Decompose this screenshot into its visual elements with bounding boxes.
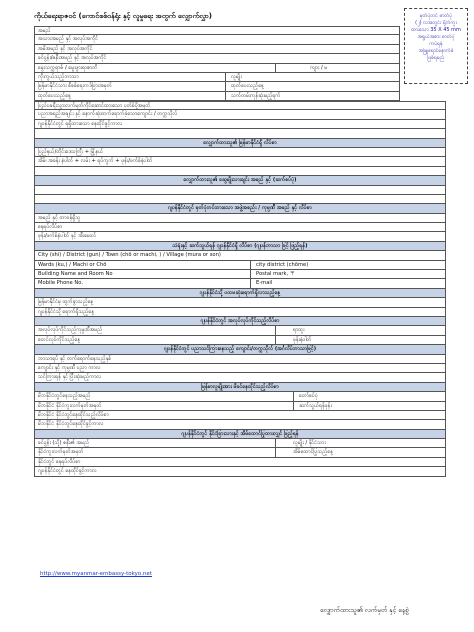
field-label: စတင်လုပ်ကိုင်သည့်နေ့ [38, 336, 81, 343]
field-label: မြန်မာနိုင်ငံမှ ထွက်ခွာသည့်နေ့ [38, 299, 94, 306]
field-label: မြန်မာနိုင်ငံသား စိစစ်ရေးကဒ်ပြားအမှတ် [38, 83, 112, 90]
field-label: ကျား / မ [310, 64, 328, 71]
field-label: အမည် နှင့် တာဝန်ရှိသူ [38, 214, 81, 221]
photo-line: မှတ်ပုံတင် ဓာတ်ပုံ [419, 13, 453, 19]
form-row[interactable] [34, 214, 446, 223]
section-header: မြန်မာလူမျိုးအား မိခင်နေထိုင်သည့်လိပ်စာ [34, 383, 446, 392]
form-row[interactable] [34, 270, 446, 279]
form-row[interactable] [34, 402, 446, 411]
field-label: မိဘနိုင်ငံတွင်နေသည့်အမည် [38, 393, 91, 400]
form-row[interactable] [34, 232, 446, 241]
form-row[interactable] [34, 54, 400, 63]
field-label: ကိုးကွယ်သည့်ဘာသာ [38, 73, 79, 80]
field-label: ခင်ပွန်း/ဇနီးအမည် နှင့် အလုပ်အကိုင် [38, 55, 107, 62]
field-label: အိမ်ထောင်ပြုသည့်နေ့ [293, 449, 333, 456]
form-row[interactable] [34, 110, 446, 119]
form-row[interactable] [34, 223, 446, 232]
form-row[interactable] [34, 157, 446, 166]
field-label: လူမျိုး [231, 73, 242, 80]
field-label: ကျောင်း နှင့် ကုမ္ပဏီ ပညာ ကာလ [38, 364, 101, 371]
section-header: ဂျပန်နိုင်ငံတွင် မှတ်ပုံတင်ထားသော အဖွဲ့အစည်း / ကုမ္ပဏီ အမည် နှင့် လိပ်စာ [34, 204, 446, 213]
field-label: မိဘနိုင်ငံ နိုင်ငံကူးလက်မှတ်အမှတ် [38, 402, 102, 409]
form-row[interactable] [34, 64, 400, 73]
form-row[interactable] [34, 439, 446, 448]
form-row[interactable] [34, 120, 446, 129]
signature-label: လျှောက်ထားသူ၏ လက်မှတ် နှင့် နေ့စွဲ [320, 606, 409, 614]
section-header: လျှောက်ထားသူ၏ ဆွေမျိုးသားချင်း အမည် နှင့် (ဆက်စပ်ပုံ) [34, 176, 446, 185]
section-header: ဂျပန်နိုင်ငံသို့ ပထမဆုံးရောက်ရှိလာသည့်နေ့ [34, 289, 446, 298]
personal-section [34, 26, 400, 101]
field-label: ဖုန်းနံပါတ် [293, 336, 312, 343]
form-row[interactable] [34, 73, 400, 82]
field-label: ခင်ပွန်း (သို့) ဇနီး၏ အမည် [38, 440, 90, 447]
section-header: ဂျပန်နိုင်ငံတွင် ပညာသင်ကြားနေသည့် ကျောင်း/တက္ကသိုလ် (အင်္ဂလိပ်ဘာသာဖြင့်) [34, 345, 446, 354]
field-label: နိုင်ငံတွင် နေရပ်လိပ်စာ [38, 458, 81, 465]
photo-line: အရွယ်အစား ဓာတ်ပုံ [417, 34, 455, 40]
field-label: အိမ်၊ အခန်း နံပါတ် + လမ်း + ရပ်ကွက် + ဖုန်း/ဖက်စ်နံပါတ် [38, 158, 153, 165]
field-label: ထုတ်ပေးသည့်နေ့ [38, 92, 71, 99]
section-header: ဂျပန်နိုင်ငံတွင် အလုပ်လုပ်ကိုင်သည့်လိပ်စာ [34, 317, 446, 326]
form-row[interactable] [34, 45, 400, 54]
form-row[interactable] [34, 35, 400, 44]
form-row[interactable] [34, 261, 446, 270]
field-label: ဆက်သွယ်ရန်ဖုန်း [299, 402, 332, 409]
field-label: ဂျပန်နိုင်ငံတွင် နေထိုင်ခွင့်ကာလ [38, 468, 97, 475]
form-row[interactable] [34, 355, 446, 364]
form-row[interactable] [34, 420, 446, 429]
section-header: လျှောက်ထားသူ၏ မြန်မာနိုင်ငံရှိ လိပ်စာ [34, 139, 446, 148]
field-label: အသားအမည် နှင့် အလုပ်အကိုင် [38, 36, 99, 43]
field-label: အမိအမည် နှင့် အလုပ်အကိုင် [38, 45, 93, 52]
field-label: ထုတ်ပေးသည့်နေ့ [231, 83, 264, 90]
field-label: ရာထူး [293, 327, 305, 334]
field-label: နေရပ်လိပ်စာ [38, 224, 63, 231]
form-row[interactable] [34, 448, 446, 457]
field-label: ပြည်နယ်/တိုင်းဒေသကြီး + မြို့နယ် [38, 148, 104, 155]
field-label: မွေးသက္ကရာဇ် / မွေးဖွားရာဇာတိ [38, 64, 98, 71]
field-label: ဖုန်း/ဖက်စ်နံပါတ် နှင့် အီးမေးလ် [38, 233, 97, 240]
form-title: ကိုယ်ရေးရာဇဝင် (ကောင်စစ်ဝန်ရုံး နှင့် လူမှုရေး အတွက် လျှောက်လွှာ) [34, 12, 212, 20]
form-row[interactable] [34, 411, 446, 420]
form-row[interactable] [34, 373, 446, 382]
field-label: တော်စပ်ပုံ [299, 393, 318, 400]
field-label: Mobile Phone No. [38, 280, 83, 287]
form-row[interactable] [34, 336, 446, 345]
field-label: ဘာသာရပ် နှင့် တက်ရောက်နေသည့်နှစ် [38, 355, 112, 362]
form-row[interactable] [34, 186, 446, 195]
field-label: ပညာအရည်အချင်း နှင့် နောက်ဆုံးတက်ရောက်ခဲ့သောကျောင်း / တက္ကသိုလ် [38, 111, 178, 118]
field-label: မိဘနိုင်ငံ နိုင်ငံတွင်နေထိုင်သည့်လိပ်စာ [38, 411, 109, 418]
form-row[interactable] [34, 82, 400, 91]
field-label: E-mail [256, 280, 273, 287]
field-label: အလုပ်လုပ်ကိုင်သည့်ကုမ္ပဏီအမည် [38, 327, 103, 334]
form-row[interactable] [34, 167, 446, 176]
field-label: Wards (ku,) / Machi or Chō [38, 261, 107, 268]
field-label: Building Name and Room No [38, 271, 113, 278]
form-row[interactable] [34, 195, 446, 204]
section-header: သံရုံးနှင့် ဆက်သွယ်ရန် ဂျပန်နိုင်ငံရှိ လိပ်စာ (ဂျပန်ဘာသာ ဖြင့် ဖြည့်ရန်) [34, 242, 446, 251]
form-row[interactable] [34, 467, 446, 476]
photo-line: အဖြူရောင်နောက်ခံ [418, 48, 454, 54]
form-row[interactable] [34, 392, 446, 401]
form-row[interactable] [34, 326, 446, 335]
form-row[interactable] [34, 308, 446, 317]
field-label: လူမျိုး / နိုင်ငံသား [293, 440, 326, 447]
main-section [34, 101, 446, 477]
photo-line: ထားသော 35 X 45 mm [411, 27, 461, 33]
field-label: အမည် [38, 28, 51, 34]
field-label: ဂျပန်နိုင်ငံသို့ ရောက်ရှိသည့်နေ့ [38, 308, 95, 315]
field-label: သင်ကြားရန် နှင့် ပြီးဆုံးမည့်ကာလ [38, 374, 102, 381]
form-row[interactable] [34, 279, 446, 288]
field-label: Postal mark, 〒 [256, 271, 295, 278]
form-row[interactable] [34, 92, 400, 101]
field-label: ပြည်ပခရီးသွားလက်မှတ်ကိုင်ဆောင်ထားသော ပတ်စ်ပို့အမှတ် [38, 103, 151, 109]
photo-line: ကပ်ရန် [429, 41, 443, 47]
section-header: ဂျပန်နိုင်ငံတွင် နိုင်ငံခြားသားနှင့် အိမ်ထောင်ပြုထားလျှင် ဖြည့်ရန် [34, 430, 446, 439]
field-label: မိဘနိုင်ငံ နိုင်ငံတွင်နေထိုင်ခွင့်ကာလ [38, 421, 104, 428]
form-row[interactable] [34, 129, 446, 138]
form-row[interactable] [34, 101, 446, 110]
form-row[interactable] [34, 364, 446, 373]
field-label: City (shi) / District (gun) / Town (chō or machi, ) / Village (mura or son) [38, 252, 221, 259]
photo-line: ဖြစ်ရမည် [427, 55, 445, 61]
photo-line: (၂) လအတွင်း ရိုက်ကူး [415, 20, 457, 26]
form-row[interactable] [34, 298, 446, 307]
field-label: ဂျပန်နိုင်ငံတွင် ရရှိထားသော နေထိုင်ခွင့်ကာလ [38, 120, 123, 127]
embassy-link[interactable]: http://www.myanmar-embassy-tokyo.net [40, 571, 152, 577]
form-row[interactable] [34, 251, 446, 260]
field-label: သက်တမ်းကုန်ဆုံးမည့်ရက် [231, 92, 281, 99]
form-row[interactable] [34, 458, 446, 467]
form-row[interactable] [34, 26, 400, 35]
field-label: city district (chōme) [256, 261, 309, 268]
field-label: နိုင်ငံကူးလက်မှတ်အမှတ် [38, 449, 84, 456]
form-row[interactable] [34, 148, 446, 157]
photo-placeholder [404, 8, 468, 84]
